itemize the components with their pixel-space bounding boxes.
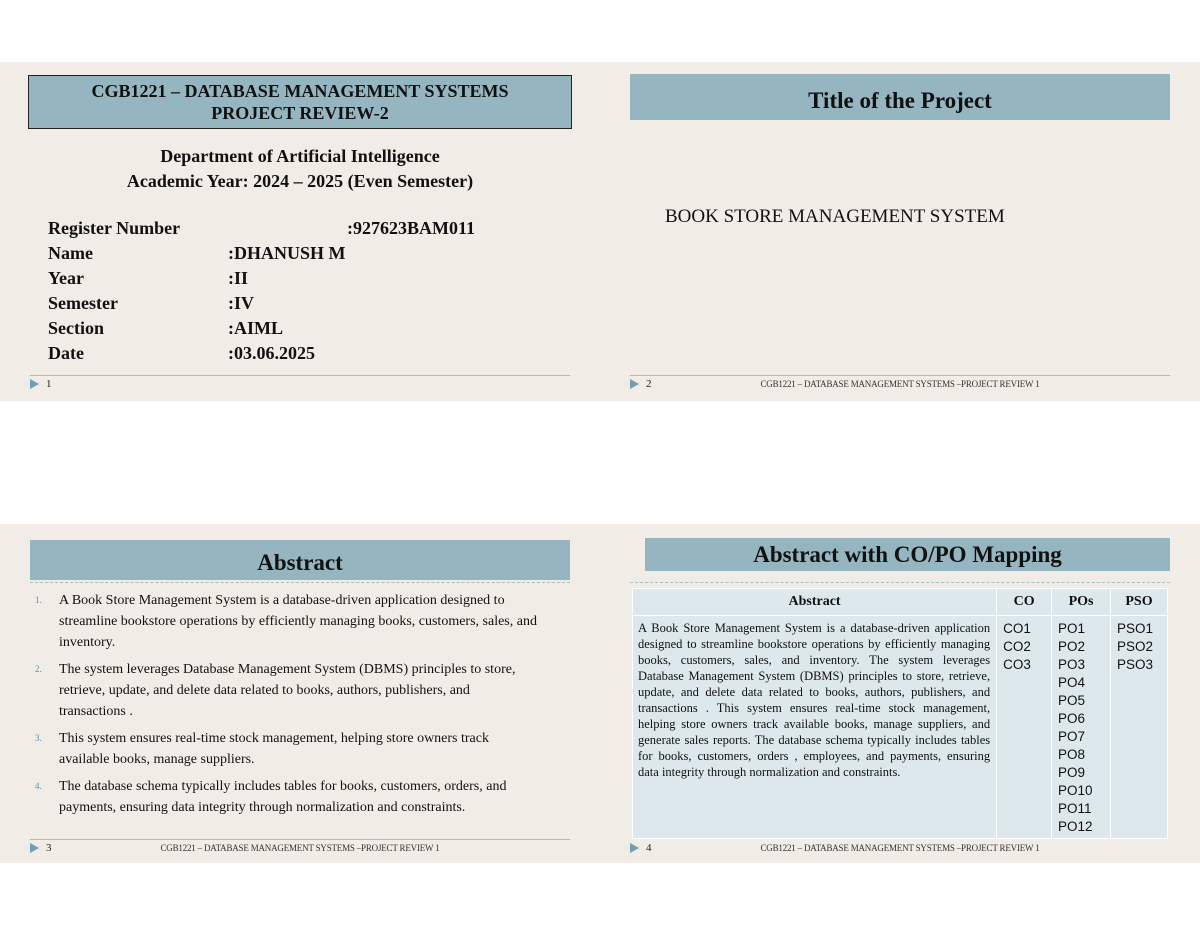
info-value-date: :03.06.2025 [228,343,315,363]
item-text: This system ensures real-time stock management, helping store owners track available books, manage suppliers. [59,731,489,767]
slide-title: Title of the Project [630,74,1170,120]
info-label-register: Register Number [48,218,181,238]
student-info [48,218,568,368]
info-label-year: Year [48,268,84,288]
pso-cell [1111,616,1168,839]
info-label-section: Section [48,318,104,338]
po-item: PO8 [1058,747,1086,762]
co-cell [997,616,1052,839]
list-item [30,659,538,722]
po-item: PO11 [1058,801,1092,816]
academic-year: Academic Year: 2024 – 2025 (Even Semester) [126,171,474,191]
pso-item: PSO1 [1117,621,1154,636]
slide-3 [0,524,600,863]
po-item: PO12 [1058,819,1093,834]
footer-divider [30,375,570,376]
abstract-cell: A Book Store Management System is a database-driven application designed to streamline bookstore operations by efficiently managing books, customers, sales, and inventory. The system leverages Database Management System (DBMS) principles to store, retrieve, update, and delete data related to books, authors, publishers, and transactions . This system ensures real-time stock management, helping store owners track available books, manage suppliers, and generate sales reports. The database schema typically includes tables for books, customers, orders , employees, and payments, ensuring data integrity through normalization and constraints. [633,616,997,839]
list-item [30,776,538,818]
info-value-name: :DHANUSH M [228,243,346,263]
footer-text: CGB1221 – DATABASE MANAGEMENT SYSTEMS –PROJECT REVIEW 1 [760,843,1040,853]
slide-4 [600,524,1200,863]
list-item [30,590,538,653]
pso-item: PSO3 [1117,657,1154,672]
item-number: 3. [35,733,42,743]
list-item [30,728,538,770]
header-pso: PSO [1111,589,1168,616]
po-item: PO3 [1058,657,1086,672]
slide-footer [30,378,570,392]
course-header-line1: CGB1221 – DATABASE MANAGEMENT SYSTEMS [91,81,509,101]
po-item: PO10 [1058,783,1093,798]
info-value-year: :II [228,268,249,288]
header-pos: POs [1052,589,1111,616]
info-label-date: Date [48,343,84,363]
page-number: 2 [646,378,652,390]
info-value-section: :AIML [228,318,283,338]
page-number: 4 [646,842,652,854]
department-block [0,144,600,194]
info-value-semester: :IV [228,293,254,313]
header-abstract: Abstract [633,589,997,616]
po-item: PO7 [1058,729,1086,744]
pso-item: PSO2 [1117,639,1154,654]
footer-text: CGB1221 – DATABASE MANAGEMENT SYSTEMS –PROJECT REVIEW 1 [760,379,1040,389]
footer-divider [630,375,1170,376]
slide-title: Abstract with CO/PO Mapping [645,538,1170,571]
slide-footer [630,378,1170,392]
slide-2 [600,62,1200,401]
bullet-triangle-icon [30,379,39,389]
co-item: CO2 [1003,639,1031,654]
po-item: PO5 [1058,693,1086,708]
page-number: 1 [46,378,52,390]
co-po-mapping-table [632,588,1168,839]
table-header-row [633,589,1168,616]
footer-text: CGB1221 – DATABASE MANAGEMENT SYSTEMS –PROJECT REVIEW 1 [160,843,440,853]
table-row [633,616,1168,839]
course-header [28,75,572,129]
po-item: PO6 [1058,711,1086,726]
slide-footer [30,842,570,856]
item-number: 1. [35,595,42,605]
po-item: PO1 [1058,621,1086,636]
page-number: 3 [46,842,52,854]
title-divider [30,582,570,583]
title-divider [630,582,1170,583]
pos-cell [1052,616,1111,839]
info-label-name: Name [48,243,93,263]
co-item: CO1 [1003,621,1031,636]
slide-1 [0,62,600,401]
item-number: 2. [35,664,42,674]
po-item: PO4 [1058,675,1086,690]
item-text: A Book Store Management System is a database-driven application designed to streamline bookstore operations by efficiently managing books, customers, sales, and inventory. [59,593,537,650]
header-co: CO [997,589,1052,616]
abstract-list [30,590,538,824]
info-label-semester: Semester [48,293,118,313]
slide-title: Abstract [30,540,570,580]
po-item: PO2 [1058,639,1086,654]
department-name: Department of Artificial Intelligence [160,146,440,166]
footer-divider [30,839,570,840]
co-item: CO3 [1003,657,1031,672]
item-number: 4. [35,781,42,791]
project-name: BOOK STORE MANAGEMENT SYSTEM [665,206,1005,227]
course-header-line2: PROJECT REVIEW-2 [211,103,389,123]
slide-footer [630,842,1170,856]
po-item: PO9 [1058,765,1086,780]
item-text: The system leverages Database Management System (DBMS) principles to store, retrieve, update, and delete data related to books, authors, publishers, and transactions . [59,662,516,719]
item-text: The database schema typically includes tables for books, customers, orders, and payments, ensuring data integrity through normalization and constraints. [59,779,507,815]
info-value-register: :927623BAM011 [347,218,475,238]
